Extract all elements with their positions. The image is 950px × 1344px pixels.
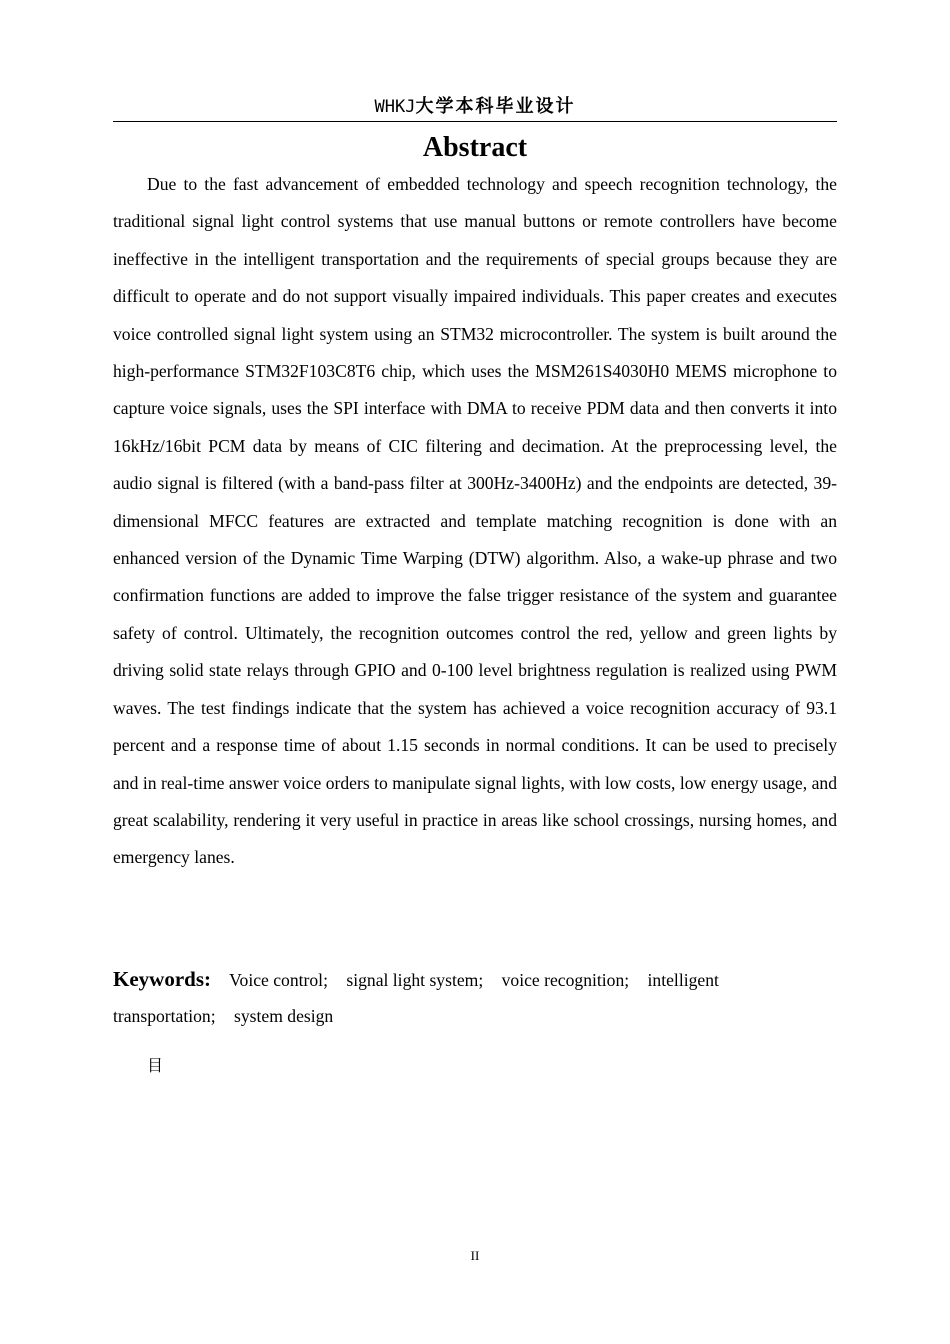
abstract-body: Due to the fast advancement of embedded technology and speech recognition technology, the traditional signal light control systems that use manual buttons or remote controllers have become ineffective in the intelligent transportation and the requirements of special groups because they are difficult to operate and do not support visually impaired individuals. This paper creates and executes voice controlled signal light system using an STM32 microcontroller. The system is built around the high-performance STM32F103C8T6 chip, which uses the MSM261S4030H0 MEMS microphone to capture voice signals, uses the SPI interface with DMA to receive PDM data and then converts it into 16kHz/16bit PCM data by means of CIC filtering and decimation. At the preprocessing level, the audio signal is filtered (with a band-pass filter at 300Hz-3400Hz) and the endpoints are detected, 39-dimensional MFCC features are extracted and template matching recognition is done with an enhanced version of the Dynamic Time Warping (DTW) algorithm. Also, a wake-up phrase and two confirmation functions are added to improve the false trigger resistance of the system and guarantee safety of control. Ultimately, the recognition outcomes control the red, yellow and green lights by driving solid state relays through GPIO and 0-100 level brightness regulation is realized using PWM waves. The test findings indicate that the system has achieved a voice recognition accuracy of 93.1 percent and a response time of about 1.15 seconds in normal conditions. It can be used to precisely and in real-time answer voice orders to manipulate signal lights, with low costs, low energy usage, and great scalability, rendering it very useful in practice in areas like school crossings, nursing homes, and emergency lanes. — [113, 174, 837, 868]
keyword-item: Voice control; — [229, 970, 328, 990]
toc-fragment: 目 — [147, 1056, 164, 1075]
keywords-block — [113, 961, 837, 1034]
header-rule — [113, 121, 837, 122]
header-title: 大学本科毕业设计 — [415, 96, 576, 117]
keyword-item: signal light system; — [346, 970, 484, 990]
header-prefix: WHKJ — [374, 97, 416, 117]
keyword-item: system design — [234, 1006, 334, 1026]
keyword-item: voice recognition; — [501, 970, 630, 990]
keyword-item: intelligent transportation; — [113, 970, 719, 1026]
abstract-title: Abstract — [422, 132, 528, 163]
page-number: II — [470, 1248, 480, 1263]
keywords-label: Keywords: — [113, 967, 211, 991]
running-header — [113, 94, 837, 120]
